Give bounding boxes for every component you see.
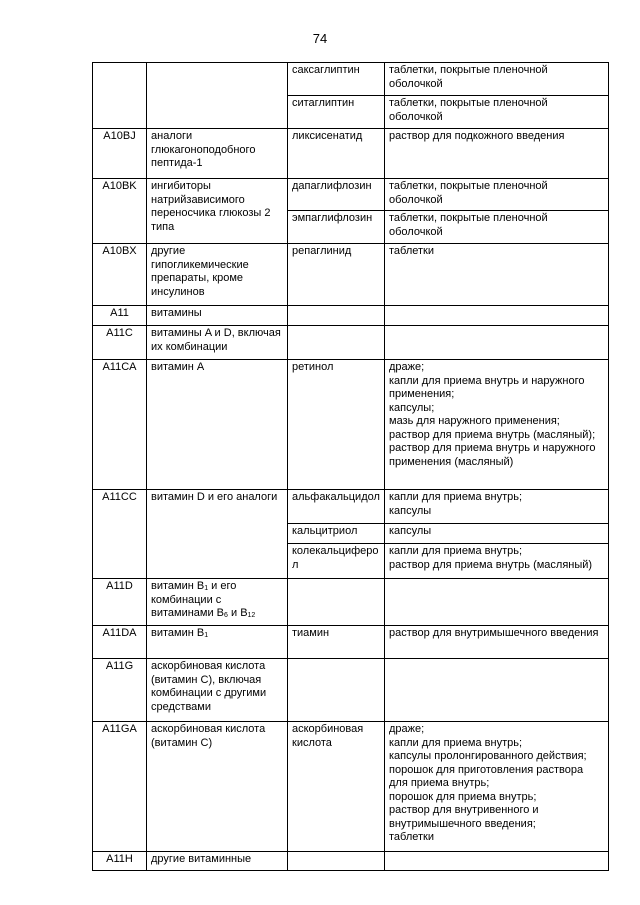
dosage-form-cell: раствор для внутримышечного введения: [385, 626, 609, 659]
group-name-cell: [147, 626, 288, 659]
dosage-form-line: мазь для наружного применения;: [389, 415, 560, 427]
dosage-form-line: драже;: [389, 361, 425, 373]
table-row: [93, 490, 609, 524]
dosage-form-cell: таблетки, покрытые пленочной оболочкой: [385, 96, 609, 129]
dosage-form-line: капсулы пролонгированного действия;: [389, 750, 587, 762]
dosage-form-cell: [385, 326, 609, 360]
group-name-cell: [147, 579, 288, 626]
drug-name-cell: [288, 659, 385, 722]
drug-name-cell: альфакальцидол: [288, 490, 385, 524]
table-row: [93, 129, 609, 179]
atc-code-cell: A11D: [93, 579, 147, 626]
dosage-form-cell: [385, 579, 609, 626]
subscript: 1: [204, 585, 209, 592]
dosage-form-cell: таблетки, покрытые пленочной оболочкой: [385, 63, 609, 96]
dosage-form-line: капсулы: [389, 504, 432, 517]
atc-code-cell: [93, 63, 147, 129]
group-name-cell: витамины: [147, 306, 288, 326]
drug-name-cell: эмпаглифлозин: [288, 211, 385, 244]
dosage-form-cell: [385, 852, 609, 871]
table-row: [93, 306, 609, 326]
drug-name-cell: кальцитриол: [288, 524, 385, 544]
drug-name-cell: ситаглиптин: [288, 96, 385, 129]
group-name-text: витамин B: [151, 627, 205, 639]
table-row: [93, 179, 609, 211]
atc-code-cell: A11: [93, 306, 147, 326]
group-name-text: витамин B: [151, 580, 205, 592]
atc-code-cell: A11DA: [93, 626, 147, 659]
drug-name-cell: репаглинид: [288, 244, 385, 306]
atc-code-cell: A10BK: [93, 179, 147, 244]
dosage-form-line: таблетки: [389, 831, 435, 843]
table-row: [93, 360, 609, 490]
drug-name-cell: [288, 326, 385, 360]
drug-name-cell: ретинол: [288, 360, 385, 490]
table-row: [93, 579, 609, 626]
dosage-form-cell: [385, 722, 609, 852]
table-row: [93, 626, 609, 659]
dosage-form-line: капли для приема внутрь;: [389, 736, 523, 749]
table-row: [93, 244, 609, 306]
dosage-form-line: капли для приема внутрь;: [389, 545, 523, 557]
drug-name-cell: тиамин: [288, 626, 385, 659]
drug-name-cell: дапаглифлозин: [288, 179, 385, 211]
group-name-cell: витамины A и D, включая их комбинации: [147, 326, 288, 360]
dosage-form-line: капли для приема внутрь;: [389, 491, 523, 503]
dosage-form-line: раствор для приема внутрь и наружного применения (масляный): [389, 442, 596, 468]
dosage-form-line: раствор для приема внутрь (масляный);: [389, 428, 596, 441]
dosage-form-cell: капсулы: [385, 524, 609, 544]
atc-code-cell: A10BJ: [93, 129, 147, 179]
group-name-cell: [147, 63, 288, 129]
drug-name-cell: ликсисенатид: [288, 129, 385, 179]
subscript: 6: [224, 612, 228, 619]
dosage-form-cell: таблетки, покрытые пленочной оболочкой: [385, 179, 609, 211]
dosage-form-cell: таблетки: [385, 244, 609, 306]
atc-code-cell: A10BX: [93, 244, 147, 306]
subscript: 1: [204, 632, 209, 639]
dosage-form-line: порошок для приготовления раствора для приема внутрь;: [389, 763, 584, 789]
drug-name-cell: [288, 306, 385, 326]
group-name-cell: аналоги глюкагоноподобного пептида-1: [147, 129, 288, 179]
drug-name-cell: [288, 579, 385, 626]
group-name-cell: витамин A: [147, 360, 288, 490]
group-name-cell: аскорбиновая кислота (витамин C), включая комбинации с другими средствами: [147, 659, 288, 722]
atc-code-cell: A11CA: [93, 360, 147, 490]
dosage-form-line: порошок для приема внутрь;: [389, 790, 537, 803]
drug-name-cell: саксаглиптин: [288, 63, 385, 96]
group-name-cell: ингибиторы натрийзависимого переносчика глюкозы 2 типа: [147, 179, 288, 244]
atc-code-cell: A11G: [93, 659, 147, 722]
atc-code-cell: A11C: [93, 326, 147, 360]
dosage-form-line: капсулы;: [389, 401, 435, 414]
group-name-cell: витамин D и его аналоги: [147, 490, 288, 579]
dosage-form-cell: [385, 544, 609, 579]
table-row: [93, 852, 609, 871]
group-name-cell: другие витаминные: [147, 852, 288, 871]
drug-name-cell: колекальциферол: [288, 544, 385, 579]
page-number: 74: [312, 31, 328, 46]
table-row: [93, 63, 609, 96]
table-row: [93, 659, 609, 722]
group-name-text: и его комбинации с витаминами B: [151, 580, 237, 619]
subscript: 12: [247, 612, 256, 619]
dosage-form-line: раствор для приема внутрь (масляный): [389, 558, 593, 571]
dosage-form-cell: [385, 659, 609, 722]
atc-code-cell: A11GA: [93, 722, 147, 852]
dosage-form-cell: таблетки, покрытые пленочной оболочкой: [385, 211, 609, 244]
dosage-form-line: раствор для внутривенного и внутримышечного введения;: [389, 804, 539, 830]
drug-name-cell: [288, 852, 385, 871]
group-name-text: и B: [227, 607, 248, 619]
drug-list-table: [92, 62, 609, 871]
dosage-form-cell: [385, 360, 609, 490]
drug-name-cell: аскорбиновая кислота: [288, 722, 385, 852]
dosage-form-cell: [385, 490, 609, 524]
dosage-form-cell: раствор для подкожного введения: [385, 129, 609, 179]
table-row: [93, 326, 609, 360]
dosage-form-cell: [385, 306, 609, 326]
group-name-cell: другие гипогликемические препараты, кроме инсулинов: [147, 244, 288, 306]
table-row: [93, 722, 609, 852]
group-name-cell: аскорбиновая кислота (витамин C): [147, 722, 288, 852]
atc-code-cell: A11H: [93, 852, 147, 871]
atc-code-cell: A11CC: [93, 490, 147, 579]
dosage-form-line: капли для приема внутрь и наружного применения;: [389, 374, 585, 400]
dosage-form-line: драже;: [389, 723, 425, 735]
